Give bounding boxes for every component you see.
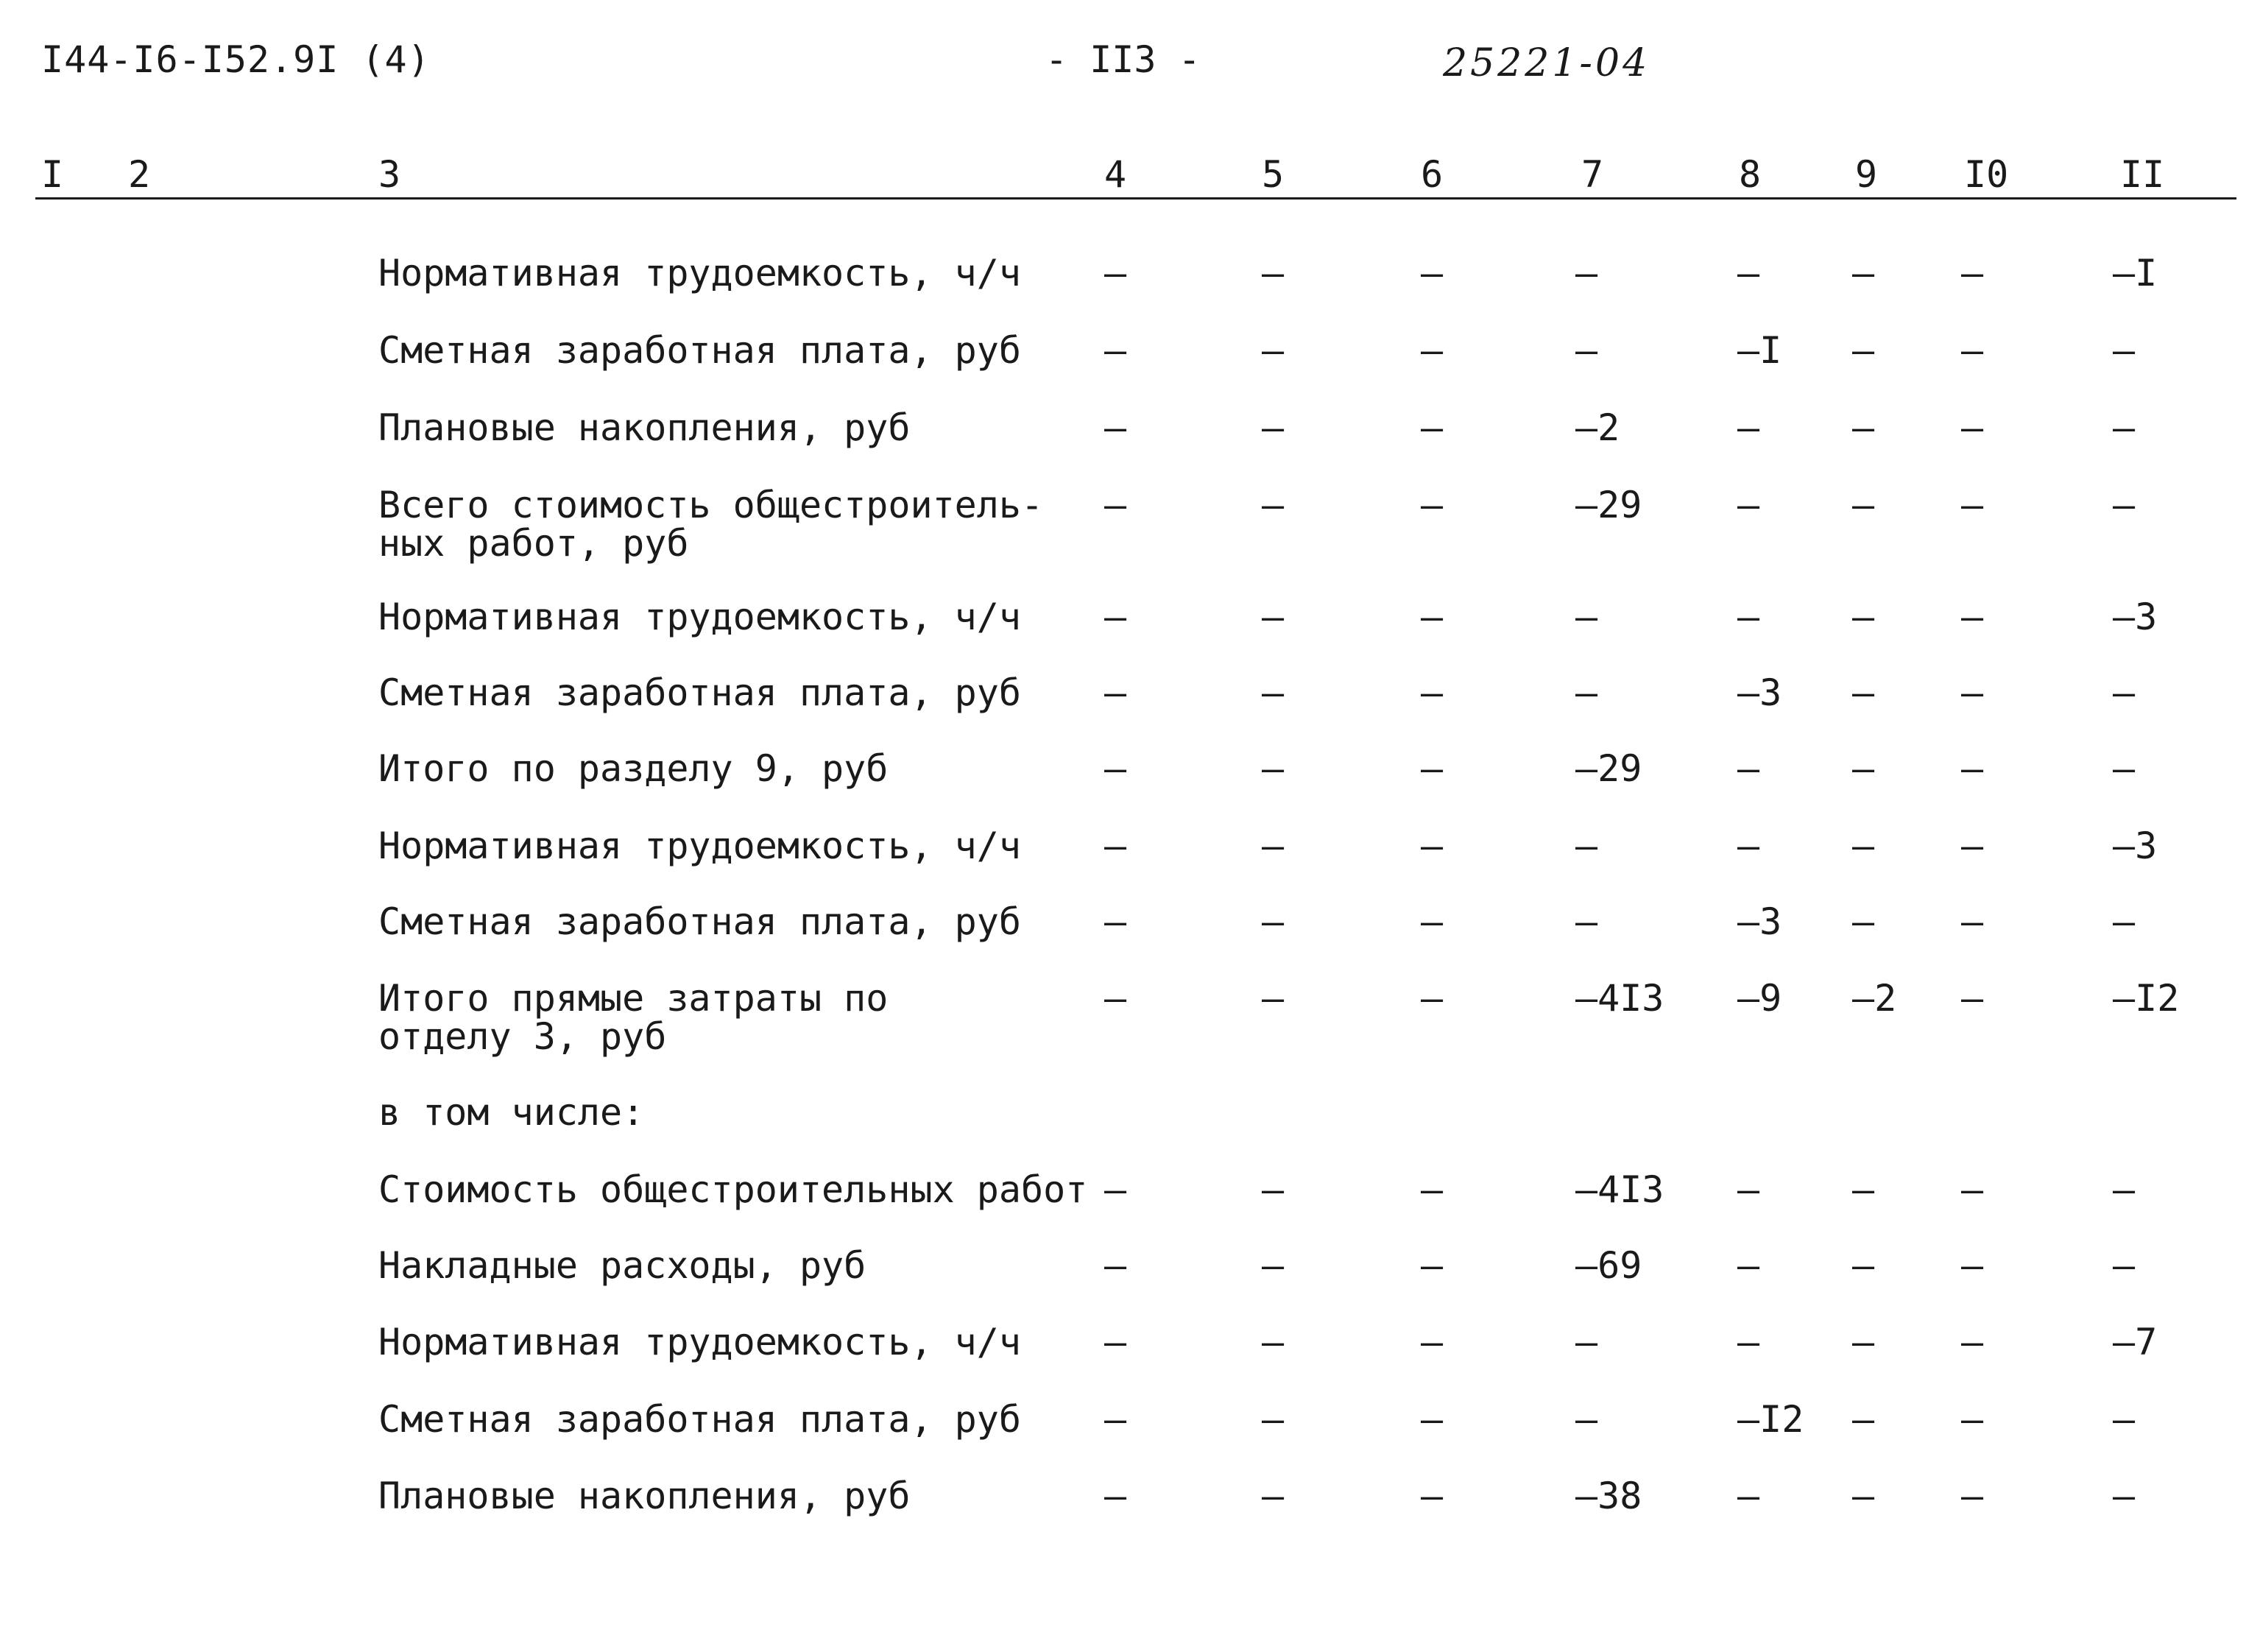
cell-col-8: –I: [1737, 329, 1782, 372]
cell-col-7: –2: [1575, 406, 1620, 449]
column-header-5: 5: [1262, 153, 1285, 196]
cell-col-11: –7: [2113, 1321, 2158, 1363]
cell-col-7: –38: [1575, 1475, 1642, 1517]
cell-col-7: –: [1575, 596, 1598, 638]
cell-col-4: –: [1104, 825, 1127, 867]
row-label: Сметная заработная плата, руб: [378, 900, 1021, 943]
column-header-10: I0: [1964, 153, 2009, 196]
cell-col-7: –: [1575, 825, 1598, 867]
cell-col-9: –2: [1852, 977, 1897, 1020]
cell-col-9: –: [1852, 484, 1875, 526]
cell-col-8: –: [1737, 1244, 1760, 1287]
row-label: Сметная заработная плата, руб: [378, 1398, 1021, 1441]
cell-col-11: –3: [2113, 825, 2158, 867]
cell-col-4: –: [1104, 252, 1127, 294]
cell-col-10: –: [1961, 977, 1984, 1020]
cell-col-9: –: [1852, 596, 1875, 638]
cell-col-5: –: [1262, 252, 1285, 294]
cell-col-5: –: [1262, 596, 1285, 638]
row-label: Сметная заработная плата, руб: [378, 671, 1021, 714]
cell-col-7: –4I3: [1575, 1168, 1664, 1211]
cell-col-6: –: [1421, 825, 1444, 867]
cell-col-5: –: [1262, 900, 1285, 943]
cell-col-9: –: [1852, 1244, 1875, 1287]
row-label: Сметная заработная плата, руб: [378, 329, 1021, 372]
page-number: - II3 -: [1045, 38, 1201, 81]
cell-col-11: –3: [2113, 596, 2158, 638]
row-label: Нормативная трудоемкость, ч/ч: [378, 596, 1021, 638]
cell-col-8: –: [1737, 252, 1760, 294]
cell-col-5: –: [1262, 747, 1285, 790]
cell-col-8: –: [1737, 825, 1760, 867]
cell-col-11: –: [2113, 1475, 2136, 1517]
cell-col-11: –: [2113, 1398, 2136, 1441]
cell-col-10: –: [1961, 329, 1984, 372]
cell-col-9: –: [1852, 825, 1875, 867]
cell-col-4: –: [1104, 329, 1127, 372]
cell-col-7: –4I3: [1575, 977, 1664, 1020]
cell-col-5: –: [1262, 671, 1285, 714]
row-label: Итого по разделу 9, руб: [378, 747, 889, 790]
cell-col-4: –: [1104, 747, 1127, 790]
cell-col-9: –: [1852, 900, 1875, 943]
cell-col-9: –: [1852, 406, 1875, 449]
row-label: Нормативная трудоемкость, ч/ч: [378, 825, 1021, 867]
row-label: Всего стоимость общестроитель- ных работ, руб: [378, 484, 1044, 565]
cell-col-9: –: [1852, 1475, 1875, 1517]
column-header-8: 8: [1739, 153, 1762, 196]
cell-col-11: –: [2113, 747, 2136, 790]
cell-col-9: –: [1852, 1321, 1875, 1363]
cell-col-4: –: [1104, 406, 1127, 449]
cell-col-8: –3: [1737, 900, 1782, 943]
cell-col-7: –69: [1575, 1244, 1642, 1287]
cell-col-11: –: [2113, 671, 2136, 714]
cell-col-10: –: [1961, 900, 1984, 943]
cell-col-9: –: [1852, 252, 1875, 294]
cell-col-8: –3: [1737, 671, 1782, 714]
cell-col-8: –: [1737, 484, 1760, 526]
cell-col-10: –: [1961, 825, 1984, 867]
cell-col-4: –: [1104, 484, 1127, 526]
cell-col-6: –: [1421, 747, 1444, 790]
cell-col-11: –: [2113, 1168, 2136, 1211]
cell-col-11: –: [2113, 329, 2136, 372]
cell-col-7: –: [1575, 1398, 1598, 1441]
cell-col-8: –: [1737, 1475, 1760, 1517]
cell-col-10: –: [1961, 1168, 1984, 1211]
cell-col-10: –: [1961, 484, 1984, 526]
cell-col-4: –: [1104, 1321, 1127, 1363]
cell-col-5: –: [1262, 1475, 1285, 1517]
cell-col-9: –: [1852, 329, 1875, 372]
cell-col-6: –: [1421, 1321, 1444, 1363]
row-label: Нормативная трудоемкость, ч/ч: [378, 252, 1021, 294]
row-label: Плановые накопления, руб: [378, 406, 911, 449]
cell-col-6: –: [1421, 329, 1444, 372]
cell-col-11: –I: [2113, 252, 2158, 294]
cell-col-7: –: [1575, 671, 1598, 714]
cell-col-10: –: [1961, 1244, 1984, 1287]
cell-col-4: –: [1104, 1244, 1127, 1287]
cell-col-11: –: [2113, 406, 2136, 449]
cell-col-7: –29: [1575, 747, 1642, 790]
cell-col-10: –: [1961, 1321, 1984, 1363]
column-header-1: I: [41, 153, 64, 196]
cell-col-6: –: [1421, 671, 1444, 714]
cell-col-9: –: [1852, 671, 1875, 714]
cell-col-8: –: [1737, 596, 1760, 638]
cell-col-8: –I2: [1737, 1398, 1804, 1441]
cell-col-4: –: [1104, 900, 1127, 943]
cell-col-6: –: [1421, 406, 1444, 449]
cell-col-5: –: [1262, 977, 1285, 1020]
cell-col-5: –: [1262, 484, 1285, 526]
document-code: I44-I6-I52.9I (4): [41, 38, 431, 81]
cell-col-5: –: [1262, 1398, 1285, 1441]
cell-col-10: –: [1961, 747, 1984, 790]
cell-col-8: –: [1737, 1321, 1760, 1363]
cell-col-10: –: [1961, 671, 1984, 714]
row-label: Итого прямые затраты по отделу 3, руб: [378, 977, 889, 1058]
cell-col-7: –: [1575, 329, 1598, 372]
cell-col-9: –: [1852, 1398, 1875, 1441]
cell-col-5: –: [1262, 406, 1285, 449]
cell-col-6: –: [1421, 1168, 1444, 1211]
column-header-2: 2: [128, 153, 151, 196]
cell-col-11: –I2: [2113, 977, 2180, 1020]
cell-col-10: –: [1961, 596, 1984, 638]
cell-col-5: –: [1262, 1321, 1285, 1363]
cell-col-4: –: [1104, 977, 1127, 1020]
column-header-3: 3: [378, 153, 401, 196]
cell-col-9: –: [1852, 747, 1875, 790]
cell-col-6: –: [1421, 596, 1444, 638]
cell-col-4: –: [1104, 1168, 1127, 1211]
cell-col-4: –: [1104, 671, 1127, 714]
row-label: Нормативная трудоемкость, ч/ч: [378, 1321, 1021, 1363]
cell-col-10: –: [1961, 406, 1984, 449]
cell-col-4: –: [1104, 1475, 1127, 1517]
cell-col-6: –: [1421, 900, 1444, 943]
cell-col-5: –: [1262, 825, 1285, 867]
cell-col-11: –: [2113, 1244, 2136, 1287]
cell-col-5: –: [1262, 1168, 1285, 1211]
cell-col-10: –: [1961, 1475, 1984, 1517]
cell-col-11: –: [2113, 484, 2136, 526]
cell-col-4: –: [1104, 596, 1127, 638]
cell-col-6: –: [1421, 977, 1444, 1020]
row-label: Плановые накопления, руб: [378, 1475, 911, 1517]
cell-col-9: –: [1852, 1168, 1875, 1211]
cell-col-7: –: [1575, 1321, 1598, 1363]
cell-col-5: –: [1262, 1244, 1285, 1287]
cell-col-8: –: [1737, 406, 1760, 449]
cell-col-8: –: [1737, 747, 1760, 790]
cell-col-8: –: [1737, 1168, 1760, 1211]
column-header-4: 4: [1104, 153, 1127, 196]
cell-col-10: –: [1961, 252, 1984, 294]
handwritten-number: 25221-04: [1443, 41, 1650, 85]
cell-col-7: –: [1575, 900, 1598, 943]
row-label: в том числе:: [378, 1091, 645, 1134]
cell-col-11: –: [2113, 900, 2136, 943]
cell-col-6: –: [1421, 252, 1444, 294]
column-header-9: 9: [1855, 153, 1878, 196]
column-header-6: 6: [1421, 153, 1444, 196]
cell-col-7: –: [1575, 252, 1598, 294]
cell-col-5: –: [1262, 329, 1285, 372]
row-label: Стоимость общестроительных работ: [378, 1168, 1088, 1211]
row-label: Накладные расходы, руб: [378, 1244, 866, 1287]
cell-col-7: –29: [1575, 484, 1642, 526]
cell-col-6: –: [1421, 1244, 1444, 1287]
cell-col-10: –: [1961, 1398, 1984, 1441]
cell-col-8: –9: [1737, 977, 1782, 1020]
cell-col-6: –: [1421, 484, 1444, 526]
cell-col-6: –: [1421, 1398, 1444, 1441]
cell-col-6: –: [1421, 1475, 1444, 1517]
column-header-11: II: [2120, 153, 2165, 196]
cell-col-4: –: [1104, 1398, 1127, 1441]
column-header-7: 7: [1581, 153, 1604, 196]
